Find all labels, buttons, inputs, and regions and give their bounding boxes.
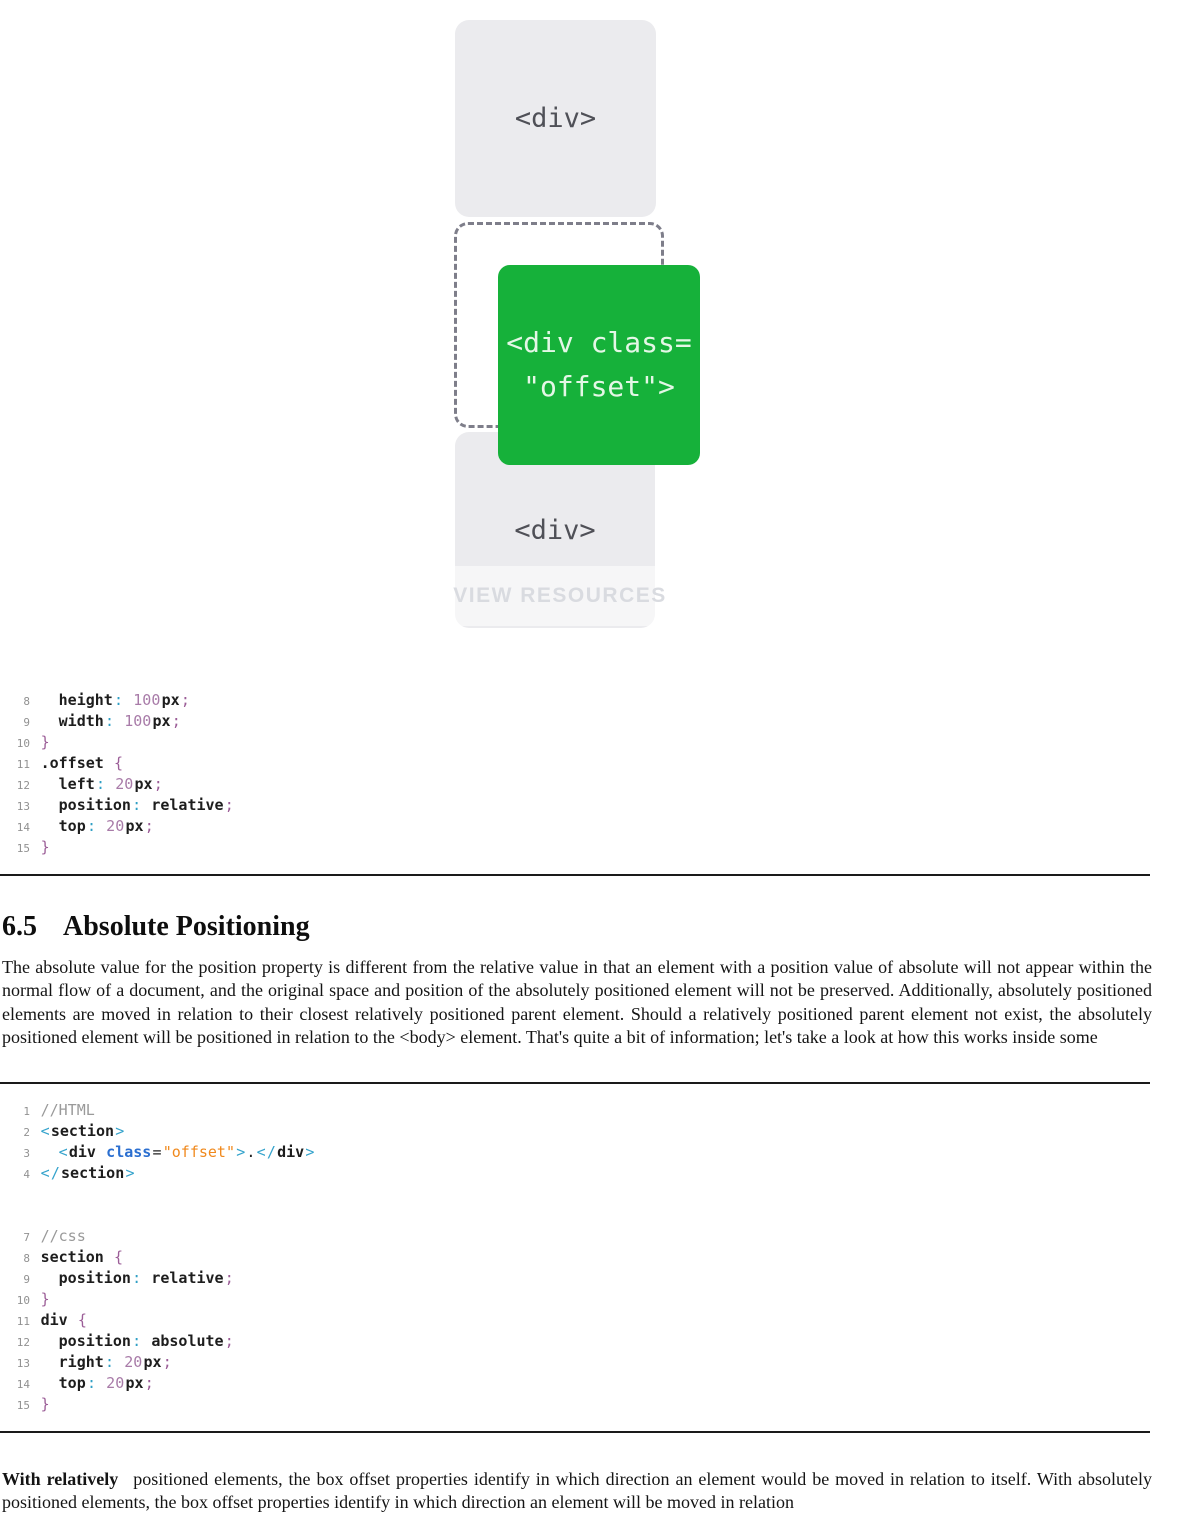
code-token: ;: [153, 775, 163, 793]
paragraph-absolute-positioning: The absolute value for the position property is different from the relative value in that an element with a position value of absolute will not appear within the normal flow of a document, and the original space and position of the absolutely positioned element will not be preserved. Additionally, absolutely positioned elements are moved in relation to their closest relatively positioned parent element. Should a relatively positioned parent element not exist, the absolutely positioned element will be positioned in relation to the <body> element. That's quite a bit of information; let's take a look at how this works inside some: [2, 957, 1152, 1047]
code-token: <: [40, 1164, 50, 1182]
code-token: px: [134, 775, 153, 793]
divider-rule-1: [0, 874, 1150, 876]
line-number: 9: [23, 1273, 30, 1286]
code-line: [8, 795, 234, 816]
code-token: px: [143, 1353, 162, 1371]
line-number: 3: [23, 1147, 30, 1160]
line-number: 13: [16, 800, 30, 813]
code-token: //css: [40, 1227, 86, 1245]
code-token: //HTML: [40, 1101, 95, 1119]
paragraph-box-offset: [2, 1468, 1152, 1515]
code-token: :: [114, 691, 124, 709]
code-token: right: [40, 1353, 104, 1371]
line-number: 8: [23, 695, 30, 708]
code-line: [8, 1184, 315, 1205]
code-token: 20: [115, 1353, 143, 1371]
code-line: [8, 1163, 315, 1184]
offset-div-box: [498, 265, 700, 465]
code-token: 20: [106, 775, 134, 793]
code-token: =: [152, 1143, 162, 1161]
code-token: div: [68, 1143, 96, 1161]
divider-rule-2: [0, 1082, 1150, 1084]
line-number: 15: [16, 842, 30, 855]
divider-rule-3: [0, 1431, 1150, 1433]
code-line: [8, 732, 234, 753]
code-token: section: [50, 1122, 115, 1140]
code-line: [8, 1331, 315, 1352]
code-token: 20: [97, 817, 125, 835]
code-token: 20: [97, 1374, 125, 1392]
line-number: 10: [16, 737, 30, 750]
code-listing-absolute-html-css: [8, 1100, 315, 1415]
line-number: 1: [23, 1105, 30, 1118]
line-number: 8: [23, 1252, 30, 1265]
code-line: [8, 1394, 315, 1415]
code-line: [8, 711, 234, 732]
code-token: "offset": [162, 1143, 235, 1161]
code-token: top: [40, 817, 86, 835]
code-token: width: [40, 712, 104, 730]
code-line: [8, 1142, 315, 1163]
code-line: [8, 1205, 315, 1226]
code-token: section: [61, 1164, 125, 1182]
code-token: class: [97, 1143, 152, 1161]
view-resources-overlay: [437, 566, 683, 626]
section-number: 6.5: [2, 911, 37, 942]
view-resources-label: VIEW RESOURCES: [453, 584, 667, 607]
code-token: <: [40, 1143, 68, 1161]
code-token: <: [40, 1122, 50, 1140]
code-token: ;: [162, 1353, 172, 1371]
code-token: :: [132, 1332, 142, 1350]
section-heading: [2, 911, 310, 943]
code-line: [8, 1247, 315, 1268]
code-token: /: [50, 1164, 60, 1182]
code-line: [8, 1121, 315, 1142]
line-number: 11: [16, 758, 30, 771]
code-token: ;: [180, 691, 190, 709]
line-number: 4: [23, 1168, 30, 1181]
offset-div-label-line2: "offset">: [523, 370, 675, 403]
line-number: 13: [16, 1357, 30, 1370]
code-token: px: [152, 712, 171, 730]
code-token: absolute: [142, 1332, 224, 1350]
div-label-top: <div>: [514, 103, 597, 134]
code-token: px: [161, 691, 180, 709]
paragraph-lead-bold: With relatively: [2, 1469, 119, 1489]
line-number: 14: [16, 1378, 30, 1391]
code-line: [8, 1310, 315, 1331]
code-line: [8, 690, 234, 711]
section-title: Absolute Positioning: [63, 911, 310, 942]
code-token: px: [125, 817, 144, 835]
code-token: px: [125, 1374, 144, 1392]
code-token: top: [40, 1374, 86, 1392]
code-token: {: [105, 1248, 124, 1266]
code-token: :: [105, 712, 115, 730]
code-token: }: [40, 838, 50, 856]
code-listing-relative-css: [8, 690, 234, 858]
code-token: >: [125, 1164, 135, 1182]
line-number: 15: [16, 1399, 30, 1412]
code-token: :: [86, 1374, 96, 1392]
code-token: height: [40, 691, 113, 709]
line-number: 7: [23, 1231, 30, 1244]
code-token: }: [40, 1395, 50, 1413]
code-token: :: [132, 796, 142, 814]
code-token: {: [68, 1311, 87, 1329]
code-token: >: [305, 1143, 315, 1161]
code-line: [8, 753, 234, 774]
code-token: ;: [144, 1374, 154, 1392]
code-token: relative: [142, 796, 224, 814]
paragraph-body-text: positioned elements, the box offset properties identify in which direction an element would be moved in relation to itself. With absolutely positioned elements, the box offset properties identify in which direction an element will be moved in relation: [2, 1469, 1152, 1513]
line-number: 10: [16, 1294, 30, 1307]
line-number: 2: [23, 1126, 30, 1139]
code-line: [8, 1373, 315, 1394]
code-token: .: [246, 1143, 256, 1161]
code-token: :: [105, 1353, 115, 1371]
code-token: 100: [115, 712, 152, 730]
code-token: div: [40, 1311, 68, 1329]
div-label-bottom: <div>: [514, 514, 596, 546]
code-token: {: [105, 754, 124, 772]
code-token: ;: [224, 1269, 234, 1287]
code-line: [8, 1289, 315, 1310]
code-token: >: [115, 1122, 125, 1140]
line-number: 14: [16, 821, 30, 834]
code-token: position: [40, 1269, 131, 1287]
code-token: ;: [171, 712, 181, 730]
static-div-box-top: [455, 20, 656, 217]
code-line: [8, 1352, 315, 1373]
code-token: /: [266, 1143, 276, 1161]
code-token: >: [236, 1143, 246, 1161]
code-token: section: [40, 1248, 104, 1266]
code-token: position: [40, 1332, 131, 1350]
code-token: .offset: [40, 754, 104, 772]
code-line: [8, 1100, 315, 1121]
line-number: 12: [16, 1336, 30, 1349]
code-line: [8, 1268, 315, 1289]
code-token: :: [95, 775, 105, 793]
code-token: ;: [224, 1332, 234, 1350]
code-token: ;: [144, 817, 154, 835]
code-token: :: [132, 1269, 142, 1287]
code-token: :: [86, 817, 96, 835]
line-number: 9: [23, 716, 30, 729]
line-number: 12: [16, 779, 30, 792]
positioning-diagram: [0, 0, 1186, 660]
code-line: [8, 837, 234, 858]
code-token: 100: [124, 691, 161, 709]
code-token: div: [277, 1143, 305, 1161]
code-token: }: [40, 1290, 50, 1308]
offset-div-label-line1: <div class=: [506, 326, 692, 359]
code-token: }: [40, 733, 50, 751]
code-token: left: [40, 775, 95, 793]
code-token: <: [256, 1143, 266, 1161]
code-token: relative: [142, 1269, 224, 1287]
code-line: [8, 774, 234, 795]
code-line: [8, 1226, 315, 1247]
code-token: position: [40, 796, 131, 814]
line-number: 11: [16, 1315, 30, 1328]
code-token: ;: [224, 796, 234, 814]
code-line: [8, 816, 234, 837]
